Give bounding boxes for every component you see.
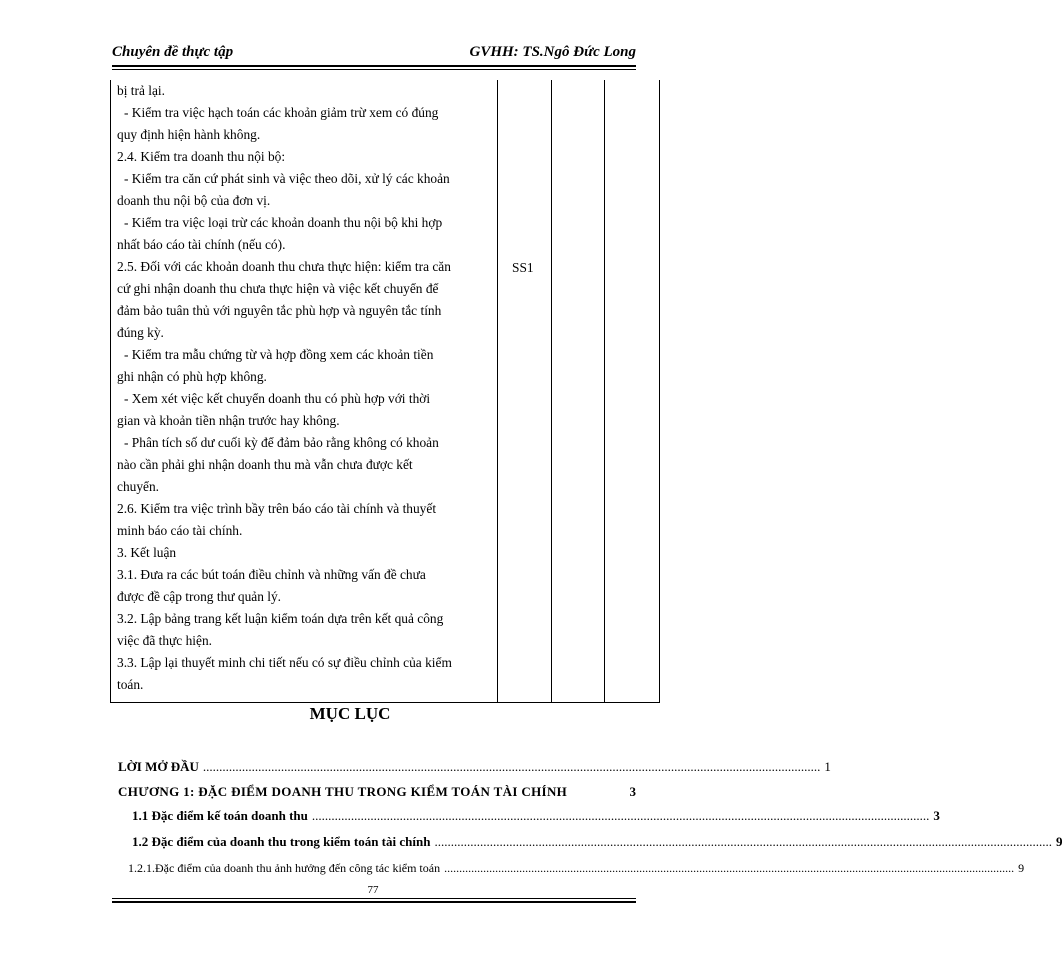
table-line: bị trả lại. [117,83,165,98]
toc-entry-title: LỜI MỞ ĐẦU [118,759,199,774]
table-line: minh báo cáo tài chính. [117,523,243,538]
table-column-divider [551,80,552,702]
table-line: - Xem xét việc kết chuyển doanh thu có phù hợp với thời [124,391,431,406]
table-line: nhất báo cáo tài chính (nếu có). [117,237,286,252]
table-line: 2.6. Kiểm tra việc trình bầy trên báo cáo tài chính và thuyết [117,501,437,516]
toc-entry[interactable] [132,806,940,826]
toc-entry-page: 3 [933,808,940,823]
table-line: quy định hiện hành không. [117,127,261,142]
table-line: - Kiểm tra mẫu chứng từ và hợp đồng xem các khoản tiền [124,347,434,362]
header-left-title: Chuyên đề thực tập [112,44,234,60]
table-line: doanh thu nội bộ của đơn vị. [117,193,271,208]
table-line: 3.3. Lập lại thuyết minh chi tiết nếu có sự điều chỉnh của kiểm [117,655,452,670]
footer-rule-thin [112,898,636,899]
toc-entry-title: 1.2 Đặc điểm của doanh thu trong kiểm toán tài chính [132,834,431,849]
table-line: - Kiểm tra căn cứ phát sinh và việc theo dõi, xử lý các khoản [124,171,450,186]
toc-leader-dots: .............................................................................................................................................................................................. [444,861,1015,875]
table-line: được đề cập trong thư quản lý. [117,589,282,604]
toc-entry-page: 3 [629,784,636,799]
header-rule-thin [112,69,636,70]
table-line: - Kiểm tra việc hạch toán các khoản giảm trừ xem có đúng [124,105,439,120]
table-line: đảm bảo tuân thủ với nguyên tắc phù hợp và nguyên tắc tính [117,303,442,318]
table-line: nào cần phải ghi nhận doanh thu mà vẫn chưa được kết [117,457,413,472]
toc-entry-title: CHƯƠNG 1: ĐẶC ĐIỂM DOANH THU TRONG KIỂM TOÁN TÀI CHÍNH [118,784,568,799]
toc-title: MỤC LỤC [309,704,391,723]
table-line: 3.1. Đưa ra các bút toán điều chỉnh và những vấn đề chưa [117,567,426,582]
page-number: 77 [367,884,379,896]
table-line: - Phân tích số dư cuối kỳ để đảm bảo rằng không có khoản [124,435,439,450]
toc-entry-title: 1.1 Đặc điểm kế toán doanh thu [132,808,308,823]
toc-entry[interactable] [132,832,1062,852]
table-line: ghi nhận có phù hợp không. [117,369,267,384]
toc-entry[interactable] [118,782,636,802]
toc-entry-page: 1 [824,759,831,774]
toc-entry[interactable] [118,757,831,777]
page-header [112,40,636,66]
table-line: - Kiểm tra việc loại trừ các khoản doanh thu nội bộ khi hợp [124,215,443,230]
toc-entry-title: 1.2.1.Đặc điểm của doanh thu ảnh hưởng đến công tác kiểm toán [128,861,441,875]
table-line: 3. Kết luận [117,545,177,560]
table-line: 3.2. Lập bảng trang kết luận kiểm toán dựa trên kết quả công [117,611,444,626]
toc-entry-page: 9 [1018,861,1025,875]
table-line: việc đã thực hiện. [117,633,213,648]
table-column-divider [604,80,605,702]
table-line: 2.5. Đối với các khoản doanh thu chưa thực hiện: kiểm tra căn [117,259,451,274]
toc-entry[interactable] [128,858,1025,878]
audit-procedure-table [110,80,660,703]
table-column-divider [497,80,498,702]
toc-entry-page: 9 [1055,834,1062,849]
toc-leader-dots: .............................................................................................................................................................................................. [434,834,1052,849]
table-line: gian và khoản tiền nhận trước hay không. [117,413,340,428]
table-line: 2.4. Kiểm tra doanh thu nội bộ: [117,149,286,164]
toc-leader-dots: .............................................................................................................................................................................................. [202,759,821,774]
footer-rule [112,901,636,903]
table-line: đúng kỳ. [117,325,164,340]
header-right-title: GVHH: TS.Ngô Đức Long [469,44,636,60]
table-line: cứ ghi nhận doanh thu chưa thực hiện và việc kết chuyển để [117,281,439,296]
header-rule [112,65,636,67]
table-line: chuyển. [117,479,160,494]
toc-leader-dots: .............................................................................................................................................................................................. [311,808,930,823]
working-paper-ref: SS1 [512,260,534,275]
table-line: toán. [117,677,144,692]
